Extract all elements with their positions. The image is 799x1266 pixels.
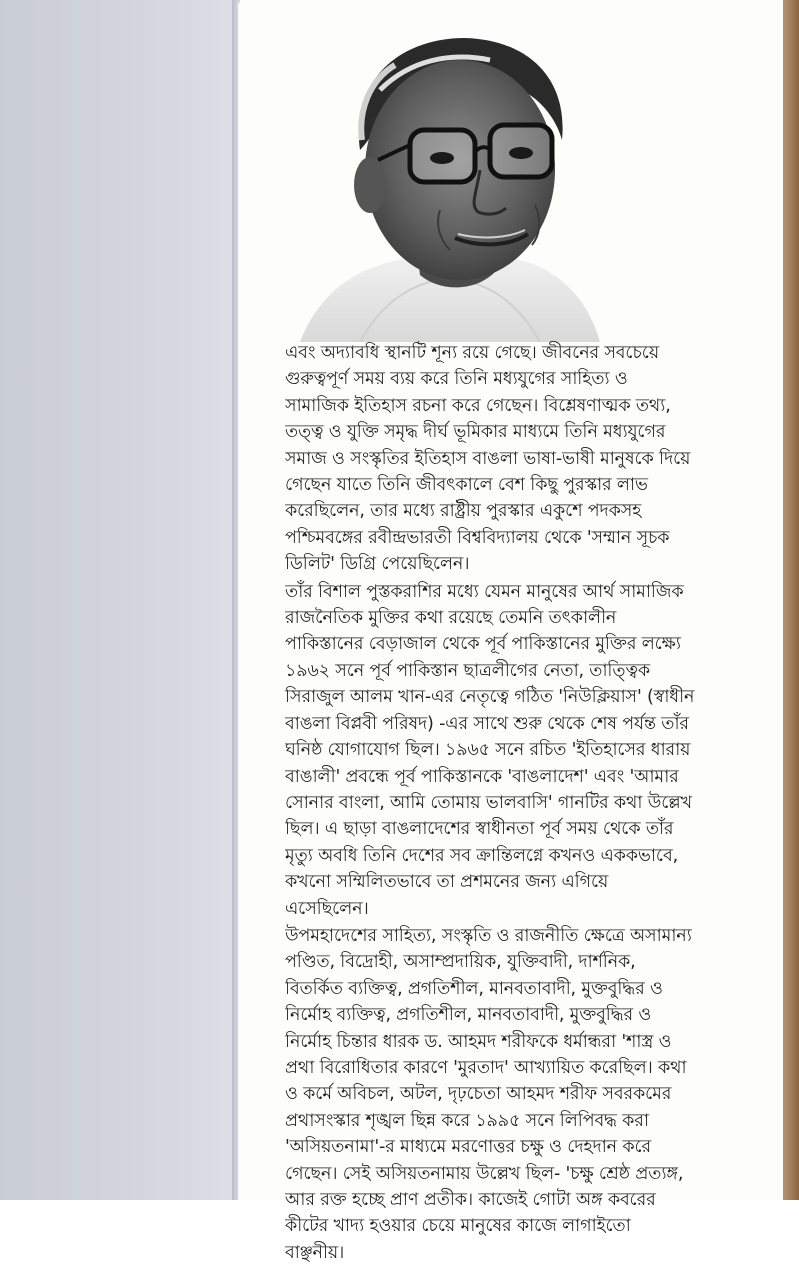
text-line: এবং অদ্যাবধি স্থানটি শূন্য রয়ে গেছে। জীবনের সবচেয়ে xyxy=(285,343,659,363)
text-line: বিতর্কিত ব্যক্তিত্ব, প্রগতিশীল, মানবতাবাদী, মুক্তবুদ্ধির ও xyxy=(285,978,663,999)
text-line: সোনার বাংলা, আমি তোমায় ভালবাসি' গানটির কথা উল্লেখ xyxy=(285,792,692,813)
text-line: ১৯৬২ সনে পূর্ব পাকিস্তান ছাত্রলীগের নেতা, তাত্ত্বিক xyxy=(285,660,651,681)
text-line: ও কর্মে অবিচল, অটল, দৃঢ়চেতা আহমদ শরীফ সবরকমের xyxy=(285,1084,672,1105)
biography-text xyxy=(285,340,775,1263)
text-line: তত্ত্ব ও যুক্তি সমৃদ্ধ দীর্ঘ ভূমিকার মাধ্যমে তিনি মধ্যযুগের xyxy=(285,422,666,443)
text-line: বাঙালী' প্রবন্ধে পূর্ব পাকিস্তানকে 'বাঙলাদেশ' এবং 'আমার xyxy=(285,766,679,787)
text-line: ডিলিট' ডিগ্রি পেয়েছিলেন। xyxy=(285,554,470,575)
text-line: বাঙলা বিপ্লবী পরিষদ) -এর সাথে শুরু থেকে শেষ পর্যন্ত তাঁর xyxy=(285,713,689,734)
text-line: এসেছিলেন। xyxy=(285,898,369,919)
text-line: সমাজ ও সংস্কৃতির ইতিহাস বাঙলা ভাষা-ভাষী মানুষকে দিয়ে xyxy=(285,448,691,469)
text-line: ঘনিষ্ঠ যোগাযোগ ছিল। ১৯৬৫ সনে রচিত 'ইতিহাসের ধারায় xyxy=(285,740,691,761)
text-line: নির্মোহ ব্যক্তিত্ব, প্রগতিশীল, মানবতাবাদী, মুক্তবুদ্ধির ও xyxy=(285,1005,652,1026)
page-gutter-shadow xyxy=(232,0,240,1200)
paragraph-politics xyxy=(285,579,775,922)
paragraph-intro xyxy=(285,340,775,578)
text-line: পশ্চিমবঙ্গের রবীন্দ্রভারতী বিশ্ববিদ্যালয় থেকে 'সম্মান সূচক xyxy=(285,527,670,548)
book-spine-edge xyxy=(783,0,799,1200)
adjacent-page-cover xyxy=(0,0,238,1200)
text-line: নির্মোহ চিন্তার ধারক ড. আহমদ শরীফকে ধর্মান্ধরা 'শাস্ত্র ও xyxy=(285,1031,672,1052)
text-line: প্রথা বিরোধিতার কারণে 'মুরতাদ' আখ্যায়িত করেছিল। কথা xyxy=(285,1057,687,1078)
text-line: কখনো সম্মিলিতভাবে তা প্রশমনের জন্য এগিয়ে xyxy=(285,872,609,893)
text-line: কীটের খাদ্য হওয়ার চেয়ে মানুষের কাজে লাগাইতো xyxy=(285,1216,631,1237)
text-line: পাকিস্তানের বেড়াজাল থেকে পূর্ব পাকিস্তানের মুক্তির লক্ষ্যে xyxy=(285,634,681,655)
text-line: গেছেন। সেই অসিয়তনামায় উল্লেখ ছিল- 'চক্ষু শ্রেষ্ঠ প্রত্যঙ্গ, xyxy=(285,1163,684,1184)
text-line: তাঁর বিশাল পুস্তকরাশির মধ্যে যেমন মানুষের আর্থ সামাজিক xyxy=(285,581,684,602)
text-line: সামাজিক ইতিহাস রচনা করে গেছেন। বিশ্লেষণাত্মক তথ্য, xyxy=(285,395,671,416)
text-line: পণ্ডিত, বিদ্রোহী, অসাম্প্রদায়িক, যুক্তিবাদী, দার্শনিক, xyxy=(285,952,636,973)
text-line: প্রথাসংস্কার শৃঙ্খল ছিন্ন করে ১৯৯৫ সনে লিপিবদ্ধ করা xyxy=(285,1110,649,1131)
text-line: উপমহাদেশের সাহিত্য, সংস্কৃতি ও রাজনীতি ক্ষেত্রে অসামান্য xyxy=(285,925,692,946)
text-line: বাঞ্ছনীয়। xyxy=(285,1242,345,1263)
text-line: গেছেন যাতে তিনি জীবৎকালে বেশ কিছু পুরস্কার লাভ xyxy=(285,475,648,496)
text-line: 'অসিয়তনামা'-র মাধ্যমে মরণোত্তর চক্ষু ও দেহদান করে xyxy=(285,1137,652,1158)
text-line: সিরাজুল আলম খান-এর নেতৃত্বে গঠিত 'নিউক্লিয়াস' (স্বাধীন xyxy=(285,687,695,708)
text-line: মৃত্যু অবধি তিনি দেশের সব ক্রান্তিলগ্নে কখনও এককভাবে, xyxy=(285,845,678,866)
text-line: ছিল। এ ছাড়া বাঙলাদেশের স্বাধীনতা পূর্ব সময় থেকে তাঁর xyxy=(285,819,674,840)
text-line: রাজনৈতিক মুক্তির কথা রয়েছে তেমনি তৎকালীন xyxy=(285,608,617,629)
text-line: গুরুত্বপূর্ণ সময় ব্যয় করে তিনি মধ্যযুগের সাহিত্য ও xyxy=(285,369,628,390)
text-line: আর রক্ত হচ্ছে প্রাণ প্রতীক। কাজেই গোটা অঙ্গ কবরের xyxy=(285,1190,656,1210)
paragraph-legacy xyxy=(285,923,775,1266)
author-portrait xyxy=(300,20,600,342)
text-line: করেছিলেন, তার মধ্যে রাষ্ট্রীয় পুরস্কার একুশে পদকসহ xyxy=(285,501,642,522)
